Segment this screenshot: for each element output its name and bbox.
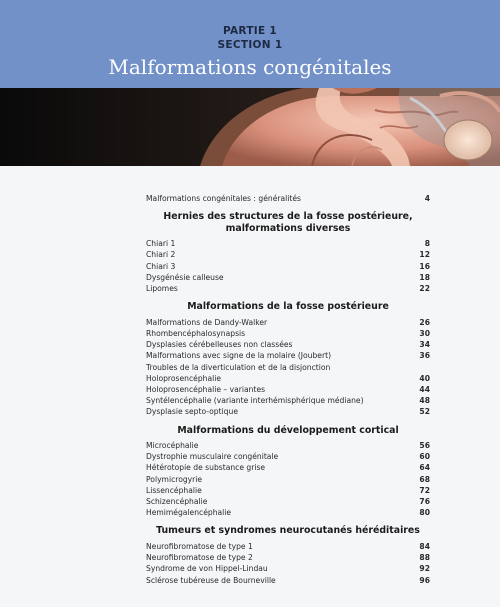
toc-entry-page: 40 (419, 373, 430, 383)
toc-entry-page: 76 (419, 497, 430, 507)
toc-section (146, 301, 430, 417)
toc-entry-page: 64 (419, 463, 430, 473)
toc-section-heading: Malformations de la fosse postérieure (187, 301, 389, 313)
toc-section-heading: Tumeurs et syndromes neurocutanés héréditaires (156, 525, 420, 537)
toc-entry-label: Microcéphalie (146, 441, 199, 451)
toc-entry-label: Holoprosencéphalie (146, 373, 221, 383)
toc-entry-label: Syntélencéphalie (variante interhémisphérique médiane) (146, 396, 364, 406)
toc-entry-page: 8 (424, 239, 430, 249)
toc-section-heading: malformations diverses (225, 222, 351, 234)
toc-entry-label: Malformations congénitales : généralités (146, 194, 301, 203)
toc-entry[interactable] (146, 362, 430, 373)
toc-groups (146, 211, 430, 586)
toc-entry-page: 96 (419, 575, 430, 585)
part-label: PARTIE 1 (222, 25, 278, 37)
toc-entry-page: 48 (419, 396, 430, 406)
toc-entry[interactable] (146, 384, 430, 395)
toc-section (146, 525, 430, 585)
toc-entry-label: Chiari 2 (146, 250, 176, 260)
toc-entry[interactable] (146, 496, 430, 507)
toc-entry[interactable] (146, 272, 430, 283)
toc-entry-label: Neurofibromatose de type 2 (146, 553, 253, 563)
toc-entry-label: Rhombencéphalosynapsis (146, 328, 246, 338)
toc-entry-page: 60 (419, 452, 430, 462)
toc-entry[interactable] (146, 474, 430, 485)
toc-entry-page: 36 (419, 351, 430, 361)
toc-entry[interactable] (146, 317, 430, 328)
toc-entry-page: 34 (419, 340, 430, 350)
toc-entry[interactable] (146, 406, 430, 417)
brain-illustration (0, 88, 500, 166)
toc-entry-label: Polymicrogyrie (146, 474, 203, 484)
toc-entry-page: 26 (419, 317, 430, 327)
toc-entry-label: Lipomes (146, 284, 178, 294)
toc-entry-label: Schizencéphalie (146, 497, 208, 507)
toc-entry-page: 22 (419, 284, 430, 294)
toc-entry-label: Neurofibromatose de type 1 (146, 541, 253, 551)
toc-entry[interactable] (146, 552, 430, 563)
toc-entry-label: Dysplasies cérébelleuses non classées (146, 340, 293, 350)
toc-section (146, 211, 430, 294)
toc-entry-page: 52 (419, 407, 430, 417)
anatomy-banner-illustration (0, 88, 500, 166)
toc-entry[interactable] (146, 328, 430, 339)
toc-entry[interactable] (146, 485, 430, 496)
toc-entry-label: Holoprosencéphalie – variantes (146, 384, 266, 394)
toc-entry[interactable] (146, 440, 430, 451)
toc-entry-page: 92 (419, 564, 430, 574)
toc-entry-label: Dysgénésie calleuse (146, 272, 224, 282)
toc-entry[interactable] (146, 541, 430, 552)
toc-entry-page: 68 (419, 474, 430, 484)
chapter-header (0, 0, 500, 88)
toc-entry-label: Malformations avec signe de la molaire (Joubert) (146, 351, 332, 361)
toc-entry-page: 18 (419, 272, 430, 282)
toc-entry[interactable] (146, 339, 430, 350)
toc-section-heading: Hernies des structures de la fosse postérieure, (163, 211, 413, 223)
toc-entry[interactable] (146, 451, 430, 462)
toc-entry-label: Chiari 1 (146, 239, 176, 249)
section-label: SECTION 1 (217, 39, 283, 51)
toc-entry-page: 88 (419, 553, 430, 563)
toc-entry-page: 80 (419, 508, 430, 518)
toc-entry-page: 4 (424, 194, 430, 203)
toc-entry-page: 30 (419, 328, 430, 338)
toc-entry-label: Dystrophie musculaire congénitale (146, 452, 279, 462)
toc-entry-label: Malformations de Dandy-Walker (146, 317, 268, 327)
toc-entry-label: Sclérose tubéreuse de Bourneville (146, 575, 276, 585)
toc-section (146, 425, 430, 519)
toc-entry-label: Chiari 3 (146, 261, 176, 271)
toc-entry[interactable] (146, 462, 430, 473)
toc-entry-label: Hemimégalencéphalie (146, 508, 232, 518)
toc-entry[interactable] (146, 373, 430, 384)
toc-entry[interactable] (146, 395, 430, 406)
toc-section-heading: Malformations du développement cortical (177, 424, 399, 436)
toc-entry-page: 16 (419, 261, 430, 271)
toc-entry-page: 84 (419, 541, 430, 551)
toc-entry-page: 72 (419, 485, 430, 495)
toc-entry[interactable] (146, 350, 430, 361)
toc-entry[interactable] (146, 249, 430, 260)
toc-entry-label: Dysplasie septo-optique (146, 407, 238, 417)
toc-entry[interactable] (146, 238, 430, 249)
toc-entry-label: Troubles de la diverticulation et de la disjonction (146, 362, 331, 372)
table-of-contents (146, 193, 430, 593)
toc-entry-page: 44 (419, 384, 430, 394)
toc-entry-label: Hétérotopie de substance grise (146, 463, 266, 473)
toc-entry[interactable] (146, 575, 430, 586)
toc-entry[interactable] (146, 563, 430, 574)
chapter-title: Malformations congénitales (108, 55, 392, 79)
toc-entry-label: Lissencéphalie (146, 485, 202, 495)
toc-entry-label: Syndrome de von Hippel-Lindau (146, 564, 268, 574)
toc-entry-intro[interactable] (146, 193, 430, 204)
toc-entry[interactable] (146, 507, 430, 518)
toc-entry[interactable] (146, 283, 430, 294)
toc-entry[interactable] (146, 261, 430, 272)
toc-entry-page: 56 (419, 441, 430, 451)
toc-entry-page: 12 (419, 250, 430, 260)
